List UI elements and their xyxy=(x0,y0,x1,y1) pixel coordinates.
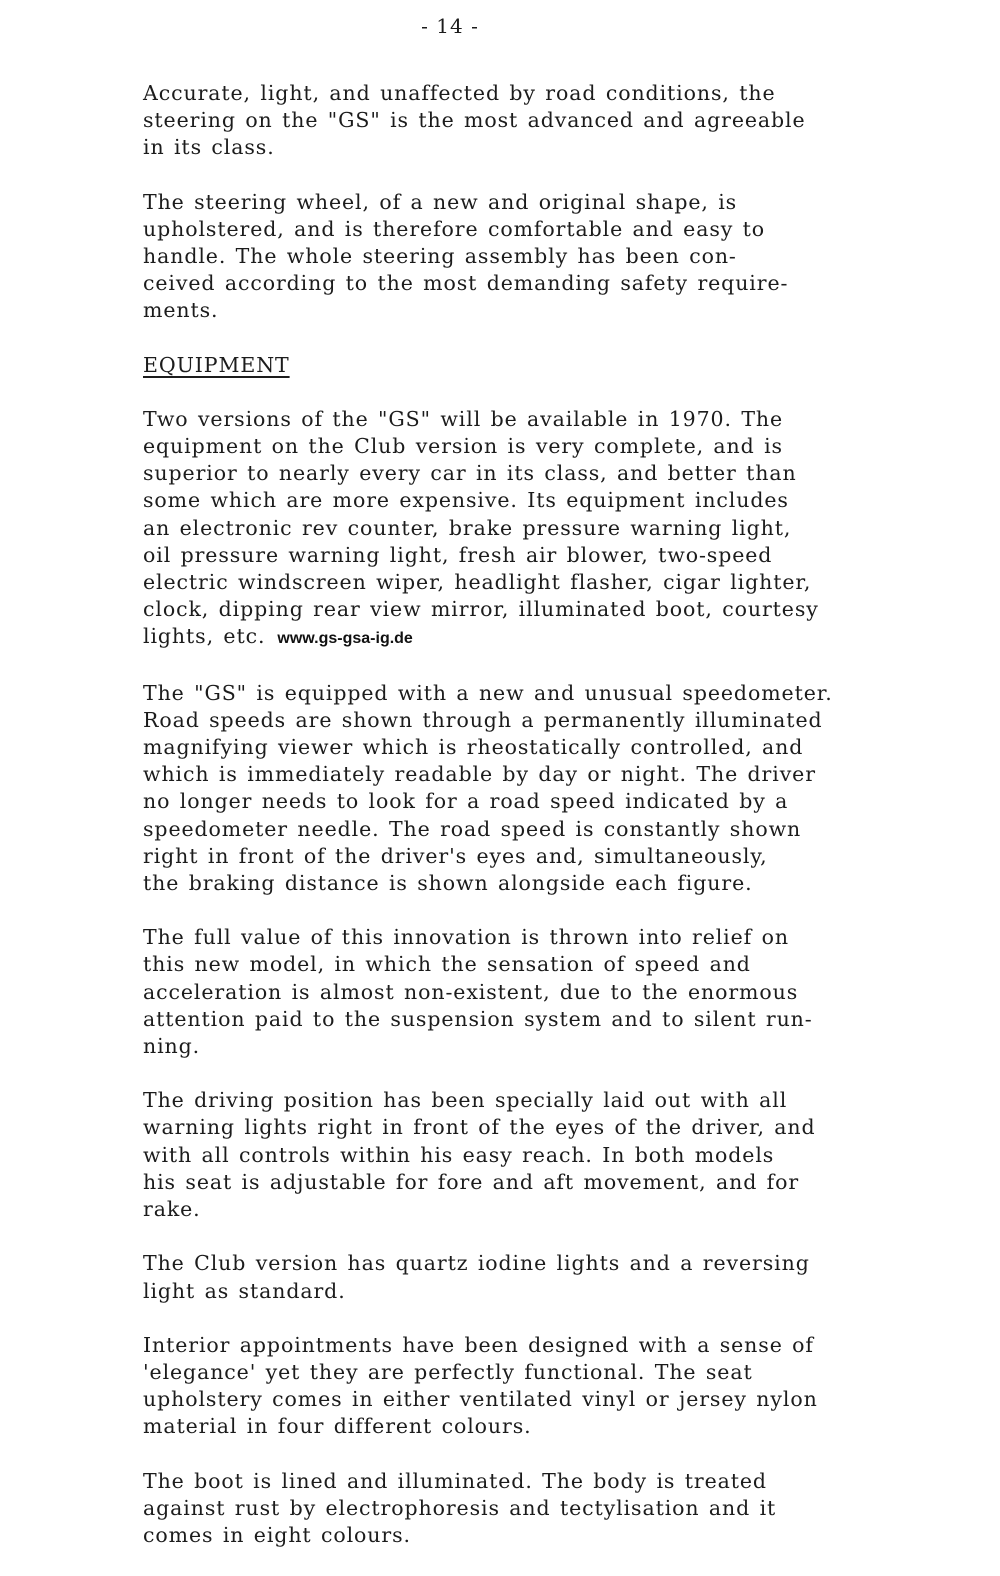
text-line: light as standard. xyxy=(143,1278,346,1303)
text-line: ceived according to the most demanding safety require- xyxy=(143,271,789,296)
text-line: upholstered, and is therefore comfortable and easy to xyxy=(143,216,766,241)
text-line: The driving position has been specially laid out with all xyxy=(143,1088,788,1113)
text-line: electric windscreen wiper, headlight flasher, cigar lighter, xyxy=(143,570,812,595)
website-url: www.gs-gsa-ig.de xyxy=(277,630,413,648)
text-line: an electronic rev counter, brake pressure warning light, xyxy=(143,515,792,540)
text-line: 'elegance' yet they are perfectly functional. The seat xyxy=(143,1359,753,1384)
text-line: The Club version has quartz iodine lights and a reversing xyxy=(143,1251,810,1276)
text-line: The steering wheel, of a new and original shape, is xyxy=(143,189,738,214)
text-line: against rust by electrophoresis and tectylisation and it xyxy=(143,1495,777,1520)
text-line: The "GS" is equipped with a new and unusual speedometer. xyxy=(143,680,833,705)
section-heading-container xyxy=(143,352,883,379)
text-line: attention paid to the suspension system and to silent run- xyxy=(143,1006,813,1031)
paragraph-boot-body xyxy=(143,1468,883,1550)
text-line-with-url xyxy=(143,623,883,652)
text-line: ning. xyxy=(143,1034,201,1059)
text-line: ments. xyxy=(143,298,219,323)
text-line: Two versions of the "GS" will be available in 1970. The xyxy=(143,406,784,431)
text-line: Accurate, light, and unaffected by road conditions, the xyxy=(143,81,776,105)
text-line: magnifying viewer which is rheostatically controlled, and xyxy=(143,735,804,760)
text-line: acceleration is almost non-existent, due to the enormous xyxy=(143,979,799,1004)
text-line: equipment on the Club version is very complete, and is xyxy=(143,434,783,459)
text-line: Road speeds are shown through a permanently illuminated xyxy=(143,707,823,732)
paragraph-interior xyxy=(143,1332,883,1441)
text-line: clock, dipping rear view mirror, illuminated boot, courtesy xyxy=(143,597,819,622)
text-line: steering on the "GS" is the most advanced and agreeable xyxy=(143,108,806,133)
paragraph-club-lights xyxy=(143,1250,883,1304)
text-line: handle. The whole steering assembly has been con- xyxy=(143,244,737,269)
text-line: The boot is lined and illuminated. The body is treated xyxy=(143,1468,767,1493)
page-number: - 14 - xyxy=(421,14,479,38)
text-line: the braking distance is shown alongside each figure. xyxy=(143,871,753,896)
text-line: no longer needs to look for a road speed indicated by a xyxy=(143,789,789,814)
paragraph-speedometer xyxy=(143,680,883,898)
text-line: rake. xyxy=(143,1197,201,1222)
text-line: comes in eight colours. xyxy=(143,1522,411,1547)
paragraph-steering-accuracy xyxy=(143,80,883,162)
text-line: Interior appointments have been designed with a sense of xyxy=(143,1332,814,1357)
text-line: right in front of the driver's eyes and, simultaneously, xyxy=(143,843,768,868)
text-line: in its class. xyxy=(143,135,275,160)
text-line: which is immediately readable by day or night. The driver xyxy=(143,762,816,787)
text-line: The full value of this innovation is thrown into relief on xyxy=(143,925,789,950)
section-heading: EQUIPMENT xyxy=(143,352,290,377)
text-line: speedometer needle. The road speed is constantly shown xyxy=(143,816,802,841)
text-line: upholstery comes in either ventilated vinyl or jersey nylon xyxy=(143,1387,818,1412)
text-line: warning lights right in front of the eyes of the driver, and xyxy=(143,1115,816,1140)
paragraph-steering-wheel xyxy=(143,189,883,325)
paragraph-driving-position xyxy=(143,1087,883,1223)
paragraph-innovation xyxy=(143,924,883,1060)
text-line: lights, etc. xyxy=(143,624,266,649)
paragraph-versions xyxy=(143,406,883,653)
text-line: some which are more expensive. Its equipment includes xyxy=(143,488,789,513)
text-line: material in four different colours. xyxy=(143,1414,532,1439)
text-line: with all controls within his easy reach. In both models xyxy=(143,1142,775,1167)
text-line: this new model, in which the sensation of speed and xyxy=(143,952,751,977)
document-body xyxy=(143,80,883,1576)
text-line: superior to nearly every car in its class, and better than xyxy=(143,461,797,486)
text-line: oil pressure warning light, fresh air blower, two-speed xyxy=(143,542,773,567)
text-line: his seat is adjustable for fore and aft movement, and for xyxy=(143,1169,800,1194)
